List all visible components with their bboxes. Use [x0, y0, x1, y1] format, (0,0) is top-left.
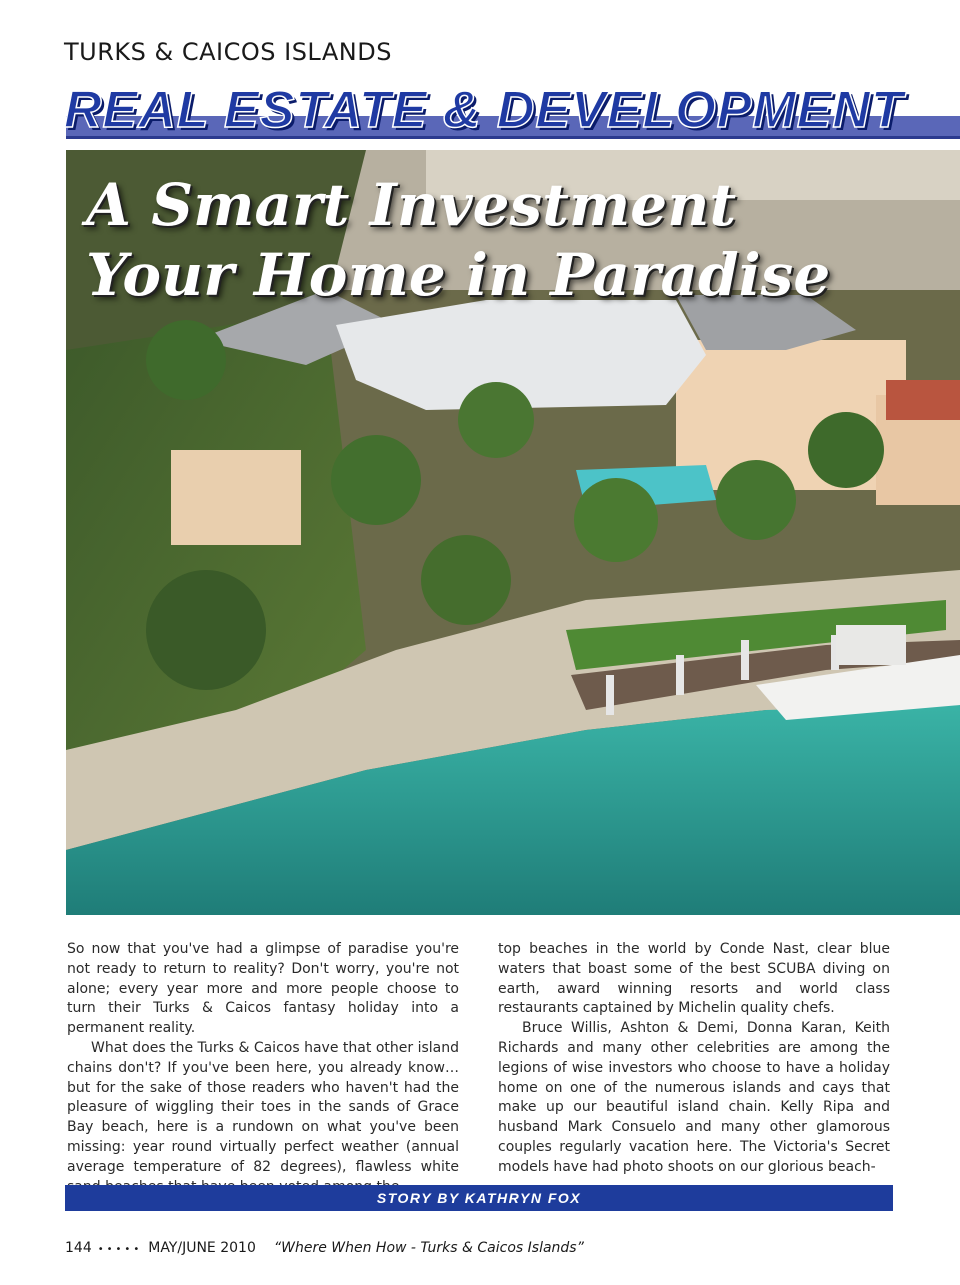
article-column-right	[498, 940, 890, 1178]
hero-headline	[86, 170, 830, 310]
article-paragraph: So now that you've had a glimpse of paradise you're not ready to return to reality? Don't worry, you're not alone; every year more and more people choose to turn their Turks & Caicos fantasy holiday into a permanent reality.	[67, 941, 459, 1037]
section-banner-title: REAL ESTATE & DEVELOPMENT	[64, 81, 904, 139]
article-paragraph: top beaches in the world by Conde Nast, clear blue waters that boast some of the best SCUBA diving on earth, award winning resorts and world class restaurants captained by Michelin quality chefs.	[498, 941, 890, 1017]
byline: STORY BY KATHRYN FOX	[376, 1190, 582, 1206]
issue-date: MAY/JUNE 2010	[148, 1240, 256, 1256]
article-column-left	[67, 940, 459, 1197]
article-paragraph: What does the Turks & Caicos have that other island chains don't? If you've been here, you already know…but for the sake of those readers who haven't had the pleasure of wiggling their toes in the sands of Grace Bay beach, here is a rundown on what you've been missing: year round virtually perfect weather (annual average temperature of 82 degrees), flawless white	[67, 1039, 459, 1175]
hero-headline-line-1: A Smart Investment	[86, 171, 737, 239]
article-paragraph: Bruce Willis, Ashton & Demi, Donna Karan, Keith Richards and many other celebrities are among the legions of wise investors who choose to have a holiday home on one of the numerous islands and cays that make up our beautiful island chain. Kelly Ripa and husband Mark Consuelo and many other glamorous couples regularly vacation here. The Victoria's Secret models have had photo shoots on our glorious beach-	[498, 1020, 890, 1175]
magazine-name: “Where When How - Turks & Caicos Islands”	[273, 1240, 584, 1256]
hero-headline-line-2: Your Home in Paradise	[86, 241, 831, 309]
footer-dots: •••••	[97, 1244, 143, 1255]
section-kicker: TURKS & CAICOS ISLANDS	[64, 38, 392, 66]
page-number: 144	[65, 1240, 92, 1256]
page-footer	[65, 1240, 584, 1256]
